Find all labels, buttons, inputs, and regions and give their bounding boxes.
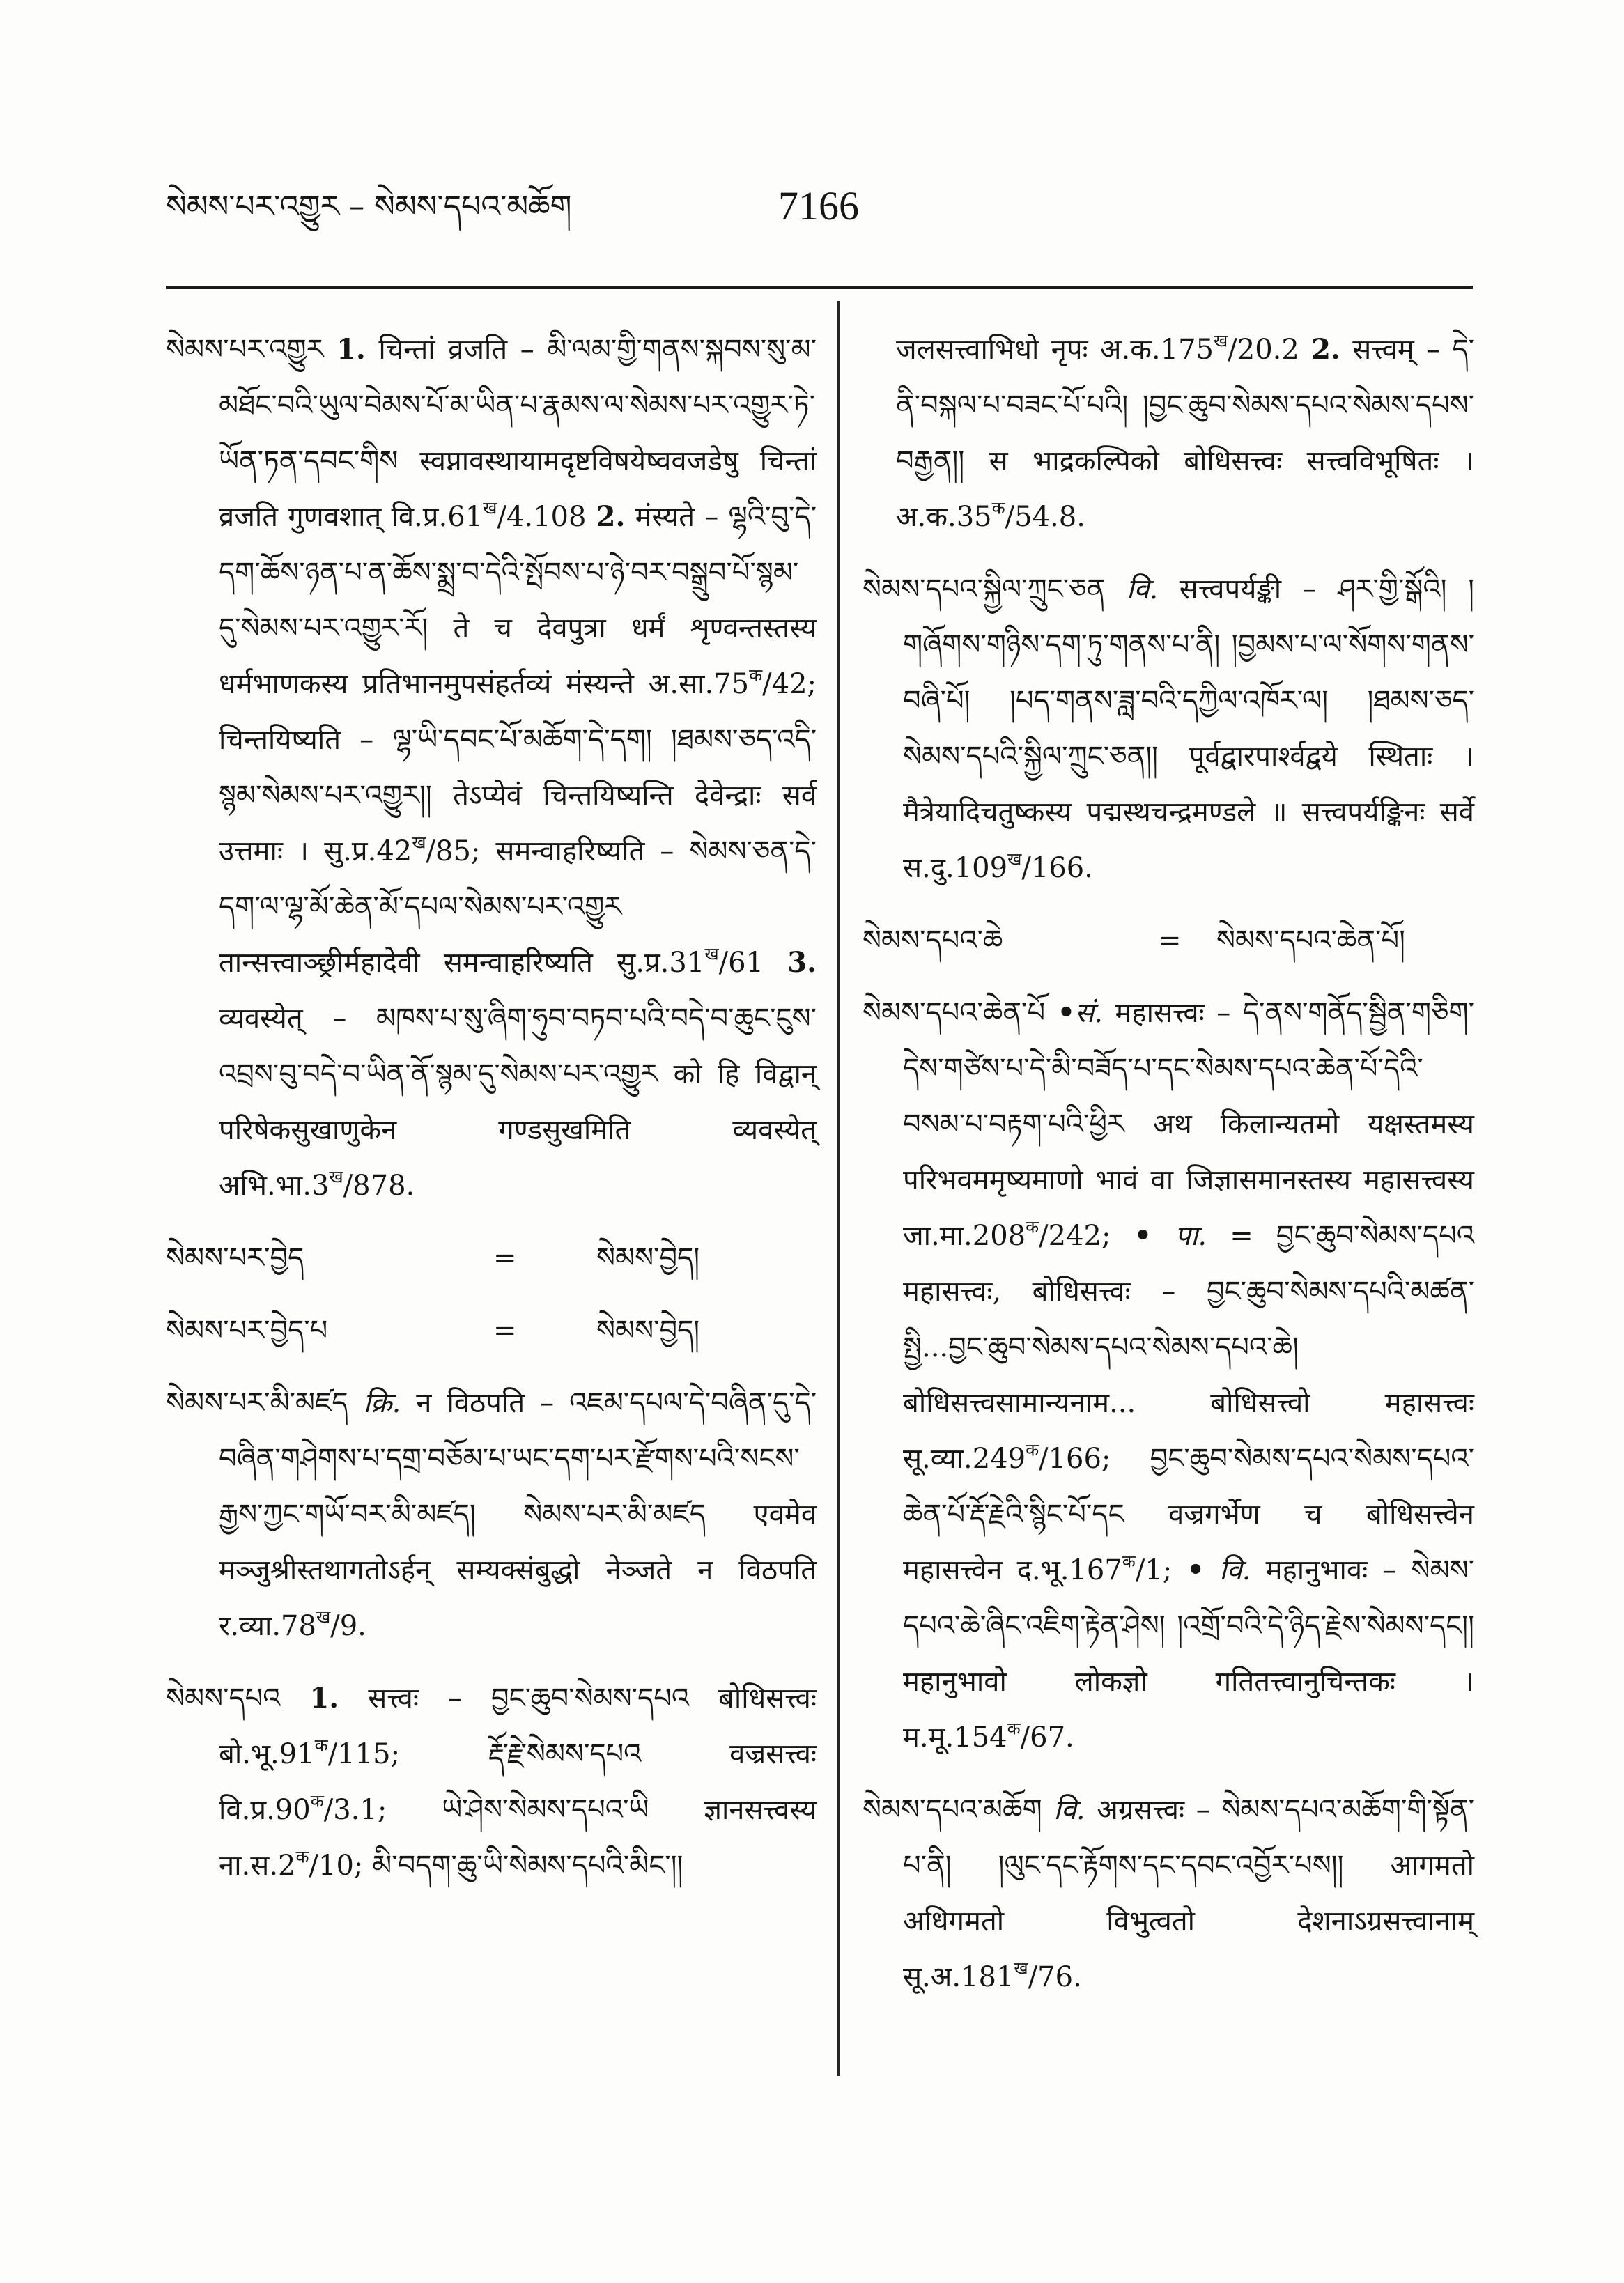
grammar-label: पा.	[1175, 1220, 1207, 1252]
sanskrit-text: बोधिसत्त्वः	[718, 1682, 817, 1715]
citation-reference: $जा.मा.208^क/242$;	[903, 1216, 1111, 1252]
folio-side-marker: ख	[329, 1166, 343, 1187]
equals-sign: =	[493, 1315, 517, 1347]
sanskrit-text: व्यवस्येत् –	[219, 1003, 347, 1035]
headword: སེམས་དཔའ་མཆོག	[863, 1794, 1042, 1826]
sanskrit-text: समन्वाहरिष्यति –	[495, 835, 674, 867]
folio-side-marker: क	[310, 1790, 324, 1811]
bullet-marker: •	[1134, 1219, 1152, 1252]
folio-side-marker: क	[1122, 1551, 1136, 1572]
tibetan-text: ལྷའི་བུ་དེ་དག་ཆོས་ཉན་པ་ན་ཆོས་སྨྲ་བ་དེའི་སྤོབས་པ་ཉེ་བར་བསྒྲུབ་པོ་སྙམ་དུ་སེམས་པར་འགྱུར་རོ།	[219, 501, 817, 644]
citation-reference: $बो.भू.91^क/115$;	[219, 1735, 401, 1770]
citation-reference: $सू.व्या.249^क/166$;	[903, 1439, 1111, 1475]
tibetan-text: མཁས་པ་སུ་ཞིག་ཧུབ་བཏབ་པའི་བདེ་བ་ཆུང་ངུས་འབྲས་བུ་བདེ་བ་ཡིན་ནོ་སྙམ་དུ་སེམས་པར་འགྱུར	[219, 1003, 817, 1090]
sanskrit-text: महानुभावः –	[1265, 1554, 1397, 1586]
cross-reference-entry	[863, 913, 1474, 968]
citation-reference: $अभि.भा.3^ख/878$.	[219, 1166, 415, 1202]
folio-side-marker: क	[1007, 1718, 1021, 1739]
sanskrit-text: तान्सत्त्वाञ्छ्रीर्महादेवी समन्वाहरिष्यति	[219, 947, 593, 979]
tibetan-text: བྱང་ཆུབ་སེམས་དཔའ་སེམས་དཔའ་ཆེན་པོ་རྡོ་རྗེའི་སྙིང་པོ་དང	[903, 1443, 1474, 1531]
citation-reference: $ना.स.2^क/10$;	[219, 1846, 364, 1882]
dictionary-entry	[166, 1375, 817, 1654]
sanskrit-text: सत्त्वः –	[368, 1682, 462, 1715]
dictionary-entry	[166, 1671, 817, 1894]
citation-reference: $सू.अ.181^ख/76$.	[903, 1958, 1082, 1993]
cross-reference-target: སེམས་བྱེད།	[596, 1242, 700, 1274]
sanskrit-text: वज्रगर्भेण च बोधिसत्त्वेन महासत्त्वेन	[903, 1499, 1474, 1586]
headword: སེམས་པར་འགྱུར	[166, 334, 324, 366]
tibetan-text: མི་ལམ་གྱི་གནས་སྐབས་སུ་མ་མཐོང་བའི་ཡུལ་བེམས་པོ་མ་ཡིན་པ་རྣམས་ལ་སེམས་པར་འགྱུར་ཏེ་ཡོན་ཏན་དབང་གིས	[219, 334, 817, 477]
tibetan-text: དེ་ནི་བསྐལ་པ་བཟང་པོ་པའི། །བྱང་ཆུབ་སེམས་དཔའ་སེམས་དཔས་བརྒྱན།།	[896, 334, 1474, 477]
citation-reference: $स.दु.109^ख/166$.	[903, 849, 1093, 884]
tibetan-text: རྡོ་རྗེ་སེམས་དཔའ	[488, 1738, 642, 1770]
citation-reference: $सु.प्र.42^ख/85$;	[324, 832, 481, 867]
sanskrit-text: स्वप्नावस्थायामदृष्टविषयेष्ववजडेषु चिन्तां व्रजति गुणवशात्	[219, 445, 817, 533]
sanskrit-text: अग्रसत्त्वः –	[1097, 1794, 1210, 1826]
headword: སེམས་དཔའ	[166, 1682, 281, 1715]
folio-side-marker: क	[314, 1735, 328, 1756]
sanskrit-text: महासत्त्वः –	[1115, 997, 1231, 1029]
running-head: སེམས་པར་འགྱུར – སེམས་དཔའ་མཆོག	[166, 189, 572, 224]
sanskrit-text: पूर्वद्वारपार्श्वद्वये स्थिताः । मैत्रेयादिचतुष्कस्य पद्मस्थचन्द्रमण्डले ॥ सत्त्वपर्यङ्किनः सर्वे	[903, 741, 1474, 828]
continued-entry	[863, 322, 1474, 545]
tibetan-text: སེམས་དཔའ་མཆོག་གི་སྟོན་པ་ནི། །ལུང་དང་རྟོགས་དང་དབང་འབྱོར་པས།།	[903, 1794, 1474, 1882]
headword: སེམས་དཔའ་སྐྱིལ་ཀྲུང་ཅན	[863, 573, 1106, 605]
dictionary-entry	[863, 562, 1474, 896]
column-divider	[837, 301, 840, 2076]
sense-number: 2.	[1311, 333, 1340, 366]
citation-reference: $अ.सा.75^क/42$;	[648, 665, 817, 700]
tibetan-text: བྱང་ཆུབ་སེམས་དཔའ	[490, 1682, 690, 1715]
page-number: 7166	[778, 183, 859, 229]
sanskrit-text: सत्त्वम् –	[1352, 334, 1441, 366]
grammar-label: सं.	[1075, 997, 1103, 1029]
sanskrit-text: सत्त्वपर्यङ्की –	[1179, 573, 1317, 605]
equals-sign: =	[1230, 1220, 1253, 1252]
sense-number: 1.	[309, 1682, 339, 1715]
sanskrit-text: चिन्तां व्रजति –	[378, 334, 534, 366]
folio-side-marker: ख	[1213, 330, 1228, 351]
headword: སེམས་པར་བྱེད	[166, 1242, 304, 1274]
headword: སེམས་དཔའ་ཆེ	[863, 924, 1003, 957]
equals-sign: =	[493, 1242, 517, 1274]
folio-side-marker: ख	[1014, 1958, 1028, 1979]
tibetan-text: བྱང་ཆུབ་སེམས་དཔའ	[1276, 1220, 1474, 1252]
folio-side-marker: ख	[483, 497, 497, 518]
folio-side-marker: ख	[1007, 849, 1022, 869]
bullet-marker: •	[1186, 1554, 1205, 1586]
tibetan-text: ལྷ་ཡི་དབང་པོ་མཆོག་དེ་དག། །ཐམས་ཅད་འདི་སྙམ་སེམས་པར་འགྱུར།།	[219, 724, 817, 812]
sanskrit-text: महानुभावो लोकज्ञो गतितत्त्वानुचिन्तकः ।	[903, 1666, 1474, 1698]
folio-side-marker: क	[1026, 1216, 1039, 1237]
bullet-marker: •	[1057, 996, 1076, 1029]
citation-reference: $वि.प्र.61^ख/4.108$	[391, 497, 587, 533]
citation-reference: $म.मू.154^क/67$.	[903, 1718, 1074, 1754]
citation-reference: $अ.क.35^क/54.8$.	[896, 497, 1085, 533]
sanskrit-text: को हि विद्वान् परिषेकसुखाणुकेन गण्डसुखमिति व्यवस्येत्	[219, 1058, 817, 1146]
folio-side-marker: क	[991, 497, 1005, 518]
dictionary-entry	[863, 1782, 1474, 2005]
sense-number: 1.	[337, 333, 366, 366]
sanskrit-text: महासत्त्वः, बोधिसत्त्वः –	[903, 1276, 1176, 1308]
headword: སེམས་པར་མི་མཛད	[166, 1387, 348, 1419]
grammar-label: वि.	[1219, 1554, 1251, 1586]
tibetan-text: སེམས་དཔའ་ཆེ་ཞིང་འཇིག་རྟེན་ཤེས། །འགྲོ་བའི་དེ་ཉིད་རྗེས་སེམས་དང།།	[903, 1554, 1474, 1642]
sanskrit-text: स भाद्रकल्पिको बोधिसत्त्वः सत्त्वविभूषितः ।	[989, 445, 1474, 477]
folio-side-marker: ख	[704, 943, 719, 964]
sanskrit-text: न विठपति –	[416, 1387, 555, 1419]
tibetan-text: དེ་ནས་གནོད་སྦྱིན་གཅིག་དེས་གཙེས་པ་དེ་མི་བཟོད་པ་དང་སེམས་དཔའ་ཆེན་པོ་དེའི་བསམ་པ་བརྟག་པའི་ཕྱིར	[903, 997, 1474, 1140]
sanskrit-text: मंस्यते –	[635, 501, 719, 533]
dictionary-entry	[166, 322, 817, 1214]
tibetan-text: འཇམ་དཔལ་དེ་བཞིན་དུ་དེ་བཞིན་གཤེགས་པ་དགྲ་བཅོམ་པ་ཡང་དག་པར་རྫོགས་པའི་སངས་རྒྱས་ཀྱང་གཡོ་བར་མི་མཛད། སེམས་པར་མི་མཛད	[219, 1387, 817, 1531]
grammar-label: वि.	[1053, 1794, 1085, 1826]
folio-side-marker: क	[749, 665, 763, 686]
sanskrit-text: आगमतो अधिगमतो विभुत्वतो देशनाऽग्रसत्त्वानाम्	[903, 1850, 1474, 1937]
tibetan-text: མི་བདག་ཆུ་ཡི་སེམས་དཔའི་མིང་།།	[372, 1850, 683, 1882]
tibetan-text: ཤར་གྱི་སྒོའི། །གཞོགས་གཉིས་དག་ཏུ་གནས་པ་ནི། །བྱམས་པ་ལ་སོགས་གནས་བཞི་པོ། །པད་གནས་ཟླ་བའི་དཀྱིལ་འཁོར་ལ། །ཐམས་ཅད་སེམས་དཔའི་སྐྱིལ་ཀྲུང་ཅན།།	[903, 573, 1475, 773]
folio-side-marker: ख	[412, 832, 426, 853]
headword: སེམས་དཔའ་ཆེན་པོ	[863, 997, 1046, 1029]
sanskrit-text: एवमेव मञ्जुश्रीस्तथागतोऽर्हन् सम्यक्संबुद्धो नेञ्जते न विठपति	[219, 1499, 817, 1586]
tibetan-text: ཡེ་ཤེས་སེམས་དཔའ་ཡི	[442, 1794, 649, 1826]
sanskrit-text: तेऽप्येवं चिन्तयिष्यन्ति देवेन्द्राः सर्व उत्तमाः ।	[219, 780, 817, 867]
grammar-label: वि.	[1126, 573, 1159, 605]
citation-reference: $सु.प्र.31^ख/61$	[617, 943, 764, 979]
folio-side-marker: क	[1026, 1439, 1039, 1460]
sanskrit-text: ज्ञानसत्त्वस्य	[704, 1794, 817, 1826]
sanskrit-text: चिन्तयिष्यति –	[219, 724, 374, 756]
cross-reference-entry	[166, 1230, 817, 1286]
citation-reference: $अ.क.175^ख/20.2$	[1099, 330, 1299, 366]
sanskrit-text: ते च देवपुत्रा धर्मं शृण्वन्तस्तस्य धर्मभाणकस्य प्रतिभानमुपसंहर्तव्यं मंस्यन्ते	[219, 612, 817, 700]
sanskrit-text: अथ किलान्यतमो यक्षस्तमस्य परिभवममृष्यमाणो भावं वा जिज्ञासमानस्तस्य महासत्त्वस्य	[903, 1108, 1474, 1196]
citation-reference: $र.व्या.78^ख/9$.	[219, 1607, 366, 1642]
tibetan-text: བྱང་ཆུབ་སེམས་དཔའི་མཚན་སྤྱི...བྱང་ཆུབ་སེམས་དཔའ་སེམས་དཔའ་ཆེ།	[903, 1276, 1474, 1363]
citation-reference: $द.भू.167^क/1$;	[1016, 1551, 1173, 1586]
sanskrit-text: वज्रसत्त्वः	[729, 1738, 817, 1770]
grammar-label: क्रि.	[363, 1387, 401, 1419]
dictionary-entry	[863, 985, 1474, 1765]
folio-side-marker: क	[295, 1846, 309, 1867]
sanskrit-text: जलसत्त्वाभिधो नृपः	[896, 334, 1088, 366]
sanskrit-text: बोधिसत्त्वसामान्यनाम... बोधिसत्त्वो महासत्त्वः	[903, 1387, 1474, 1419]
folio-side-marker: ख	[316, 1607, 331, 1627]
sense-number: 3.	[787, 946, 817, 979]
citation-reference: $वि.प्र.90^क/3.1$;	[219, 1790, 387, 1826]
tibetan-text: སེམས་ཅན་དེ་དག་ལ་ལྷ་མོ་ཆེན་མོ་དཔལ་སེམས་པར་འགྱུར	[219, 835, 817, 923]
equals-sign: =	[1158, 924, 1182, 957]
cross-reference-entry	[166, 1303, 817, 1359]
right-column	[863, 322, 1474, 2022]
header-rule	[166, 286, 1473, 289]
sense-number: 2.	[596, 500, 626, 533]
headword: སེམས་པར་བྱེད་པ	[166, 1315, 328, 1347]
cross-reference-target: སེམས་དཔའ་ཆེན་པོ།	[1216, 924, 1405, 957]
left-column	[166, 322, 817, 1910]
cross-reference-target: སེམས་བྱེད།	[596, 1315, 700, 1347]
